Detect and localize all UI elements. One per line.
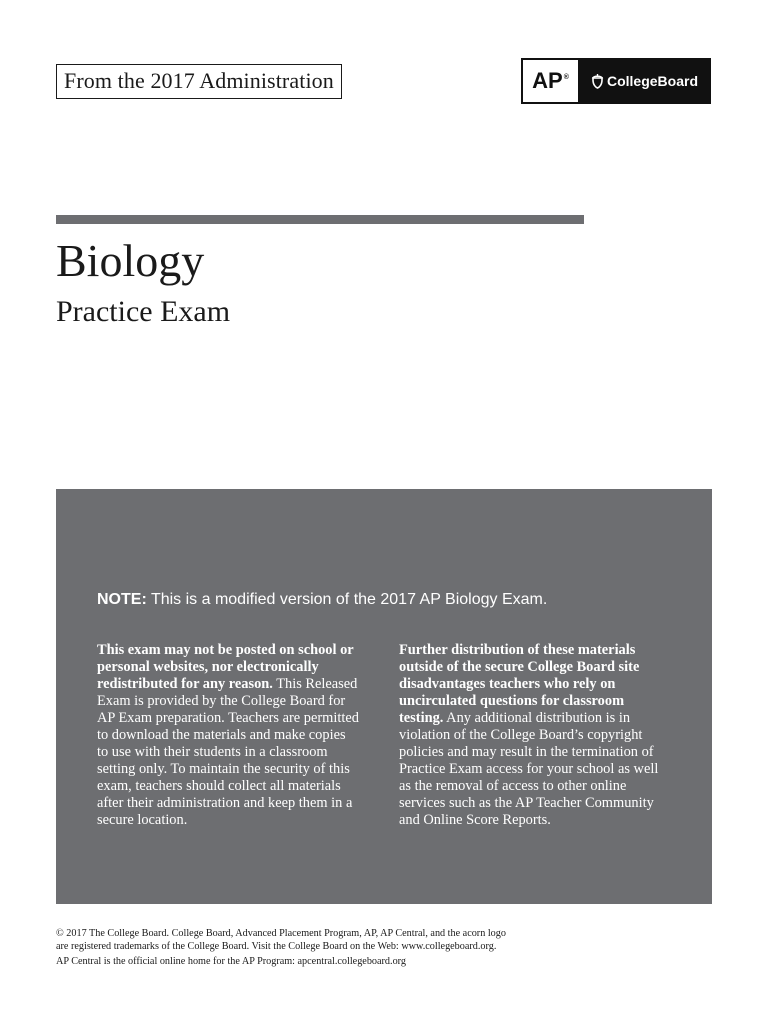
footer (56, 927, 716, 968)
exam-subtitle: Practice Exam (56, 295, 231, 328)
right-bold-text: Further distribution of these materials outside of the secure College Board site disadvantages teachers who rely on uncirculated questions for classroom testing. (399, 642, 640, 726)
administration-label: From the 2017 Administration (56, 64, 342, 99)
notice-panel (56, 489, 712, 904)
exam-title: Biology (56, 235, 205, 286)
left-body-text: This Released Exam is provided by the College Board for AP Exam preparation. Teachers are permitted to download the materials and make copies to use with their students in a classroom setting only. To maintain the security of this exam, teachers should collect all materials after their administration and keep them in a secure location. (97, 676, 359, 828)
title-rule (56, 215, 584, 224)
note-text: This is a modified version of the 2017 AP Biology Exam. (146, 591, 548, 608)
notice-left-column (97, 642, 359, 829)
notice-note (97, 589, 547, 611)
acorn-icon (591, 74, 604, 89)
brand-logo (521, 58, 711, 104)
collegeboard-logo (578, 73, 711, 89)
ap-logo-text: AP (532, 68, 563, 93)
footer-copyright: © 2017 The College Board. College Board, Advanced Placement Program, AP, AP Central, and the acorn logo (56, 928, 506, 939)
ap-logo (523, 60, 578, 102)
collegeboard-logo-text: CollegeBoard (606, 73, 698, 89)
ap-registered-mark: ® (563, 73, 569, 81)
footer-trademarks: are registered trademarks of the College Board. Visit the College Board on the Web: www.collegeboard.org. (56, 941, 497, 952)
notice-right-column (399, 642, 661, 829)
note-label: NOTE: (97, 591, 147, 608)
right-body-text: Any additional distribution is in violation of the College Board’s copyright policies and may result in the termination of Practice Exam access for your school as well as the removal of access to other online services such as the AP Teacher Community and Online Score Reports. (399, 710, 659, 828)
footer-ap-central: AP Central is the official online home for the AP Program: apcentral.collegeboard.org (56, 956, 406, 967)
left-bold-text: This exam may not be posted on school or personal websites, nor electronically redistributed for any reason. (97, 642, 354, 692)
